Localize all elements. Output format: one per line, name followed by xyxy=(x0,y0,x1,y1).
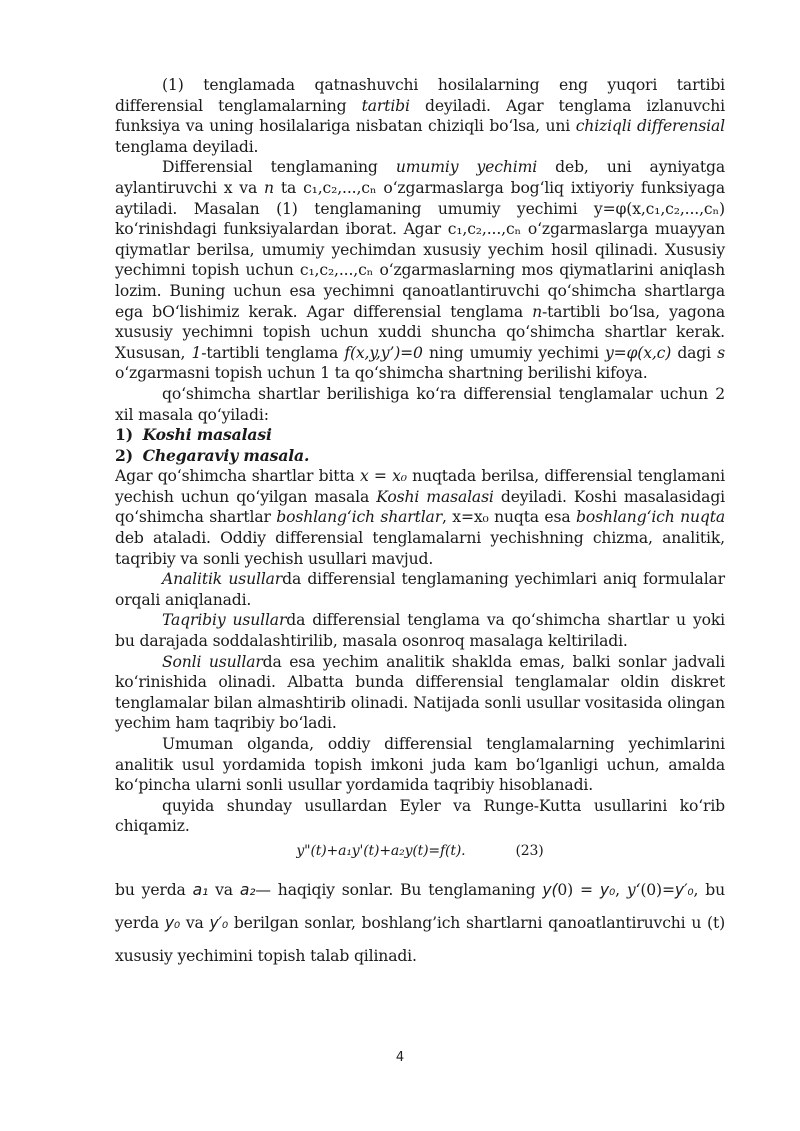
text-run: Differensial tenglamaning xyxy=(162,158,396,177)
var-y-prime: y‘ xyxy=(626,880,641,899)
list-item-chegaraviy xyxy=(115,446,725,467)
text-run: deyiladi. Koshi masalasidagi qo‘shimcha shartlar xyxy=(115,487,725,527)
text-run: deb ataladi. Oddiy differensial tenglamalarni yechishning chizma, analitik, taqribiy va sonli yechish usullari mavjud. xyxy=(115,529,725,568)
paragraph-approximate-methods xyxy=(115,610,725,651)
var-a2: a₂ xyxy=(239,880,256,899)
text-run: ning umumiy yechimi xyxy=(422,343,605,362)
paragraph-methods-intro: quyida shunday usullardan Eyler va Runge-Kutta usullarini ko‘rib chiqamiz. xyxy=(115,796,725,836)
text-run: — haqiqiy sonlar. Bu tenglamaning xyxy=(255,880,543,899)
var-y0: y₀ xyxy=(599,880,616,899)
text-run: deyiladi. Agar tenglama izlanuvchi funksiya va uning hosilalariga nisbatan chiziqli bo‘lsa, uni xyxy=(115,96,725,136)
body-text xyxy=(115,75,725,973)
page-number: 4 xyxy=(395,1050,405,1065)
text-run: bu yerda xyxy=(115,880,193,899)
text-run: deb, uni ayniyatga aylantiruvchi x va xyxy=(115,158,726,197)
text-run: tenglama deyiladi. xyxy=(115,137,259,156)
term-analitik-usullar: Analitik usullar xyxy=(162,570,283,589)
paragraph-general-solution xyxy=(115,157,725,384)
var-n: n xyxy=(532,302,543,321)
term-boshlangich-shartlar: boshlang‘ich shartlar xyxy=(276,508,443,527)
paragraph-analytic-methods xyxy=(115,569,725,610)
text-run: Agar qo‘shimcha shartlar bitta xyxy=(115,467,360,486)
term-chiziqli-differensial: chiziqli differensial xyxy=(575,117,725,136)
list-item-koshi xyxy=(115,425,725,446)
text-run: dagi xyxy=(671,343,718,362)
equation-text: y"(t)+a₁y'(t)+a₂y(t)=f(t). xyxy=(296,842,466,859)
list-label: Chegaraviy masala. xyxy=(142,445,310,465)
term-boshlangich-nuqta: boshlang‘ich nuqta xyxy=(576,508,726,527)
paragraph-numerical-methods xyxy=(115,652,725,734)
text-run: da esa yechim analitik shaklda emas, balki sonlar jadvali ko‘rinishida olinadi. Albatta bunda differensial tenglamalar oldin diskret tenglamalar bilan almashtirib olinadi. Natijada sonli usullar vositasida olingan yechim ham taqribiy bo‘ladi. xyxy=(115,652,725,733)
term-koshi-masalasi: Koshi masalasi xyxy=(376,487,494,506)
text-run: va xyxy=(180,913,210,932)
text-run: , bu yerda xyxy=(115,880,725,932)
equation-number: (23) xyxy=(515,842,544,859)
text-run: ta c₁,c₂,...,cₙ o‘zgarmaslarga bog‘liq ixtiyoriy funksiyaga aytiladi. Masalan (1) tenglamaning umumiy yechimi y=φ(x,c₁,c₂,...,cₙ) ko‘rinishdagi funksiyalardan iborat. Agar c₁,c₂,...,cₙ o‘zgarmaslarga muayyan qiymatlar berilsa, umumiy yechimdan xususiy yechim hosil qilinadi. Xususiy yechimni topish uchun c₁,c₂,...,cₙ o‘zgarmaslarning mos qiymatlarini aniqlash lozim. Buning uchun esa yechimni qanoatlantiruvchi qo‘shimcha shartlarga ega bO‘lishimiz kerak. Agar differensial tenglama xyxy=(115,178,725,321)
var-n: n xyxy=(264,178,274,197)
paragraph-summary: Umuman olganda, oddiy differensial tenglamalarning yechimlarini analitik usul yordamida topish imkoni juda kam bo‘lganligi uchun, amalda ko‘pincha ularni sonli usullar yordamida taqribiy hisoblanadi. xyxy=(115,735,725,795)
var-y0-prime: y′₀ xyxy=(209,913,229,932)
text-run: tartibli tenglama xyxy=(206,343,345,362)
text-run: va xyxy=(208,880,240,899)
paragraph-problem-types: qo‘shimcha shartlar berilishiga ko‘ra differensial tenglamalar uchun 2 xil masala qo‘yiladi: xyxy=(115,384,725,424)
term-tartibi: tartibi xyxy=(361,96,410,115)
paragraph-order-definition xyxy=(115,75,725,157)
text-run: da differensial tenglamaning yechimlari aniq formulalar orqali aniqlanadi. xyxy=(115,570,725,609)
text-run: (0)= xyxy=(640,880,675,899)
text-run: , xyxy=(615,880,627,899)
term-sonli-usullar: Sonli usullar xyxy=(162,652,263,671)
text-run: , x=x₀ nuqta esa xyxy=(442,508,576,527)
list-number: 2) xyxy=(115,445,133,465)
formula-inline: x = x₀ xyxy=(359,467,407,486)
text-run: (1) tenglamada qatnashuvchi hosilalarning eng yuqori tartibi differensial tenglamalarning xyxy=(115,76,725,115)
text-italic: 1- xyxy=(191,343,207,362)
var-y: y( xyxy=(542,880,558,899)
text-run: -tartibli bo‘lsa, yagona xususiy yechimni topish uchun xuddi shuncha qo‘shimcha shartlar kerak. Xususan, xyxy=(115,302,725,362)
paragraph-initial-conditions xyxy=(115,874,725,973)
term-taqribiy-usullar: Taqribiy usullar xyxy=(162,611,287,630)
formula-inline: f(x,y,y’)=0 xyxy=(344,343,423,362)
var-y0: y₀ xyxy=(164,913,181,932)
text-run: o‘zgarmasni topish uchun 1 ta qo‘shimcha shartning berilishi kifoya. xyxy=(115,364,648,383)
text-run: 0) = xyxy=(557,880,600,899)
formula-inline: y=φ(x,c) xyxy=(604,343,672,362)
list-label: Koshi masalasi xyxy=(142,425,272,445)
text-run: berilgan sonlar, boshlang’ich shartlarni qanoatlantiruvchi u (t) xususiy yechimini topish talab qilinadi. xyxy=(115,913,725,965)
var-y0-prime: y′₀ xyxy=(674,880,694,899)
text-run: nuqtada berilsa, differensial tenglamani yechish uchun qo‘yilgan masala xyxy=(115,467,725,506)
var-s: s xyxy=(717,343,725,362)
term-umumiy-yechimi: umumiy yechimi xyxy=(395,158,538,177)
var-a1: a₁ xyxy=(192,880,209,899)
text-run: da differensial tenglama va qo‘shimcha shartlar u yoki bu darajada soddalashtirilib, masala osonroq masalaga keltiriladi. xyxy=(115,611,725,651)
paragraph-koshi-definition xyxy=(115,466,725,569)
list-number: 1) xyxy=(115,425,133,445)
equation-23 xyxy=(115,841,725,862)
